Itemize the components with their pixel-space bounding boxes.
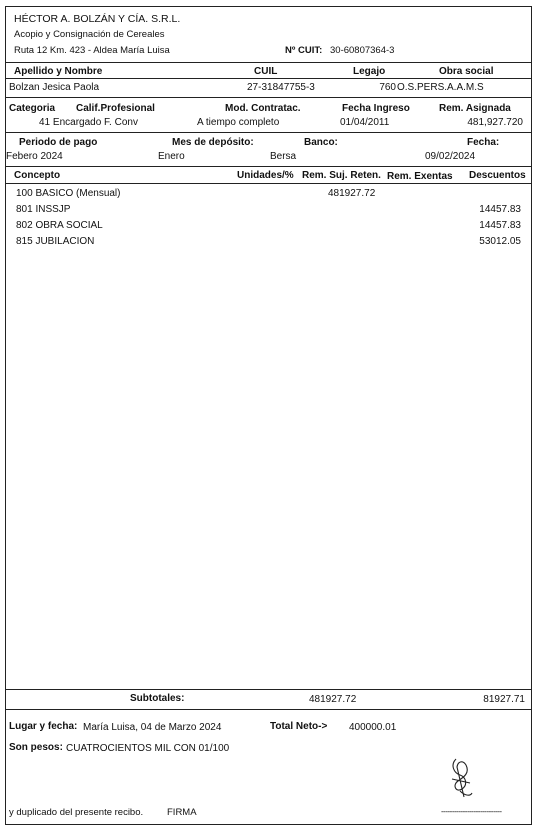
receipt-text: y duplicado del presente recibo. bbox=[9, 807, 144, 818]
legajo-label: Legajo bbox=[353, 66, 386, 77]
divider bbox=[5, 709, 532, 710]
calif-label: Calif.Profesional bbox=[76, 103, 155, 114]
obra-social-label: Obra social bbox=[439, 66, 494, 77]
periodo-label: Periodo de pago bbox=[19, 137, 98, 148]
employee-legajo: 760 bbox=[379, 82, 396, 93]
col-unidades: Unidades/% bbox=[237, 170, 294, 181]
neto-value: 400000.01 bbox=[349, 722, 397, 733]
row-concepto: 815 JUBILACION bbox=[16, 236, 95, 247]
cuit-value: 30-60807364-3 bbox=[330, 45, 395, 56]
neto-label: Total Neto-> bbox=[270, 721, 328, 732]
pesos-value: CUATROCIENTOS MIL CON 01/100 bbox=[66, 743, 230, 754]
mes-deposito-label: Mes de depósito: bbox=[172, 137, 254, 148]
company-activity: Acopio y Consignación de Cereales bbox=[14, 29, 165, 40]
fecha-label: Fecha: bbox=[467, 137, 500, 148]
employee-name: Bolzan Jesica Paola bbox=[9, 82, 100, 93]
name-label: Apellido y Nombre bbox=[14, 66, 103, 77]
row-rem-suj: 481927.72 bbox=[328, 188, 376, 199]
divider bbox=[5, 183, 532, 184]
banco-label: Banco: bbox=[304, 137, 338, 148]
col-rem-exentas: Rem. Exentas bbox=[387, 171, 453, 182]
pesos-label: Son pesos: bbox=[9, 742, 63, 753]
signature bbox=[446, 755, 478, 801]
row-concepto: 100 BASICO (Mensual) bbox=[16, 188, 121, 199]
divider bbox=[5, 689, 532, 690]
periodo-value: Febero 2024 bbox=[6, 151, 63, 162]
subtotal-rem-suj: 481927.72 bbox=[309, 694, 357, 705]
employee-obra-social: O.S.PERS.A.A.M.S bbox=[397, 82, 484, 93]
ingreso-label: Fecha Ingreso bbox=[342, 103, 410, 114]
subtotals-label: Subtotales: bbox=[130, 693, 185, 704]
col-descuentos: Descuentos bbox=[469, 170, 526, 181]
categoria-value: 41 Encargado F. Conv bbox=[39, 117, 138, 128]
modalidad-label: Mod. Contratac. bbox=[225, 103, 301, 114]
cuit-label: Nº CUIT: bbox=[285, 45, 323, 56]
modalidad-value: A tiempo completo bbox=[197, 117, 280, 128]
divider bbox=[5, 62, 532, 63]
fecha-value: 09/02/2024 bbox=[425, 151, 476, 162]
employee-cuil: 27-31847755-3 bbox=[247, 82, 315, 93]
ingreso-value: 01/04/2011 bbox=[340, 117, 390, 128]
categoria-label: Categoria bbox=[9, 103, 56, 114]
lugar-label: Lugar y fecha: bbox=[9, 721, 78, 732]
row-concepto: 801 INSSJP bbox=[16, 204, 71, 215]
col-rem-suj: Rem. Suj. Reten. bbox=[302, 170, 381, 181]
col-concepto: Concepto bbox=[14, 170, 61, 181]
row-concepto: 802 OBRA SOCIAL bbox=[16, 220, 103, 231]
company-address: Ruta 12 Km. 423 - Aldea María Luisa bbox=[14, 45, 170, 56]
cuil-label: CUIL bbox=[254, 66, 278, 77]
firma-label: FIRMA bbox=[167, 807, 197, 818]
divider bbox=[5, 78, 532, 79]
rem-asignada-label: Rem. Asignada bbox=[439, 103, 511, 114]
divider bbox=[5, 166, 532, 167]
signature-line: ---------------------------- bbox=[441, 807, 502, 816]
banco-value: Bersa bbox=[270, 151, 297, 162]
row-descuento: 14457.83 bbox=[479, 204, 521, 215]
company-name: HÉCTOR A. BOLZÁN Y CÍA. S.R.L. bbox=[14, 13, 181, 25]
divider bbox=[5, 97, 532, 98]
lugar-value: María Luisa, 04 de Marzo 2024 bbox=[83, 722, 222, 733]
row-descuento: 14457.83 bbox=[479, 220, 521, 231]
divider bbox=[5, 132, 532, 133]
mes-deposito-value: Enero bbox=[158, 151, 185, 162]
subtotal-descuentos: 81927.71 bbox=[483, 694, 525, 705]
rem-asignada-value: 481,927.720 bbox=[467, 117, 523, 128]
row-descuento: 53012.05 bbox=[479, 236, 521, 247]
